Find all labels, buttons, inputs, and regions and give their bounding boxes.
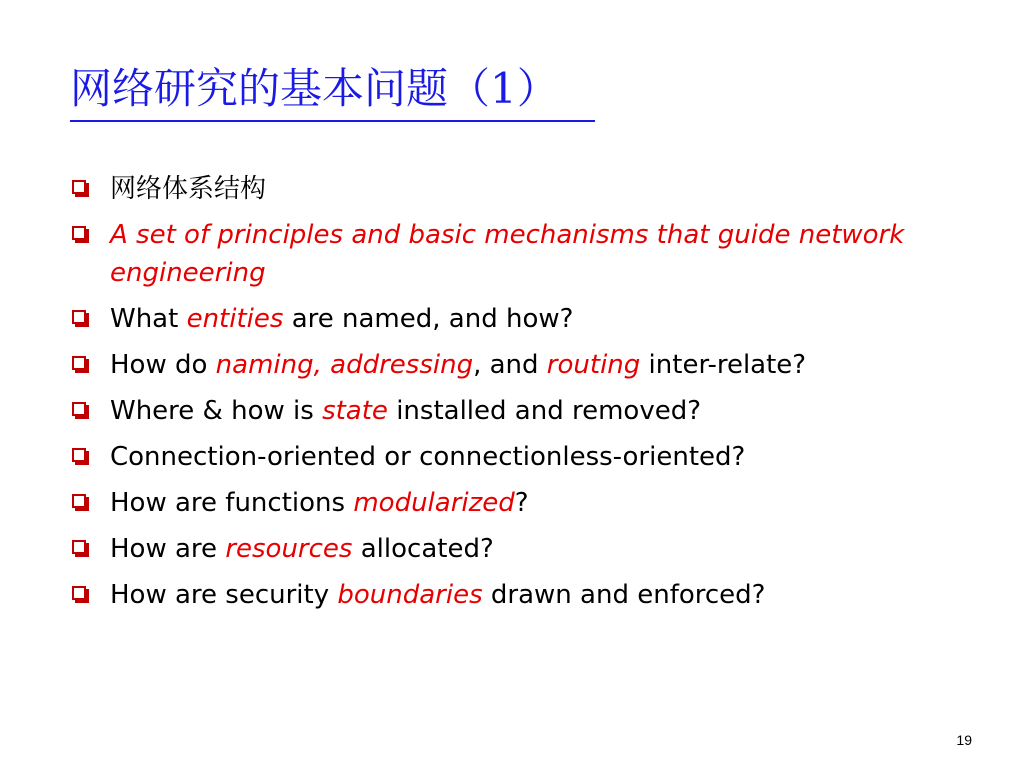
bullet-item [72,392,972,430]
bullet-text-part: How are functions [110,488,354,518]
bullet-list [72,170,972,622]
checkbox-bullet-icon [72,586,86,600]
bullet-text-part: Where & how is [110,396,323,426]
bullet-item [72,576,972,614]
bullet-text: A set of principles and basic mechanisms that guide network engineering [110,220,905,288]
bullet-item [72,346,972,384]
bullet-text: Connection-oriented or connectionless-oriented? [110,442,746,472]
checkbox-bullet-icon [72,310,86,324]
bullet-emphasis: boundaries [337,580,483,610]
bullet-emphasis: entities [186,304,284,334]
bullet-text-part: , and [473,350,547,380]
bullet-text-part: How are [110,534,226,564]
bullet-emphasis: modularized [353,488,515,518]
bullet-item [72,438,972,476]
bullet-item [72,170,972,208]
checkbox-bullet-icon [72,356,86,370]
bullet-item [72,484,972,522]
checkbox-bullet-icon [72,180,86,194]
checkbox-bullet-icon [72,226,86,240]
bullet-text-part: What [110,304,187,334]
bullet-text-part: installed and removed? [387,396,702,426]
bullet-text: 网络体系结构 [110,174,267,204]
checkbox-bullet-icon [72,540,86,554]
bullet-text-part: allocated? [352,534,494,564]
bullet-text-part: How are security [110,580,338,610]
page-number: 19 [956,732,972,748]
bullet-text-part: are named, and how? [283,304,574,334]
bullet-emphasis: resources [225,534,353,564]
checkbox-bullet-icon [72,494,86,508]
bullet-text-part: inter-relate? [640,350,807,380]
bullet-emphasis: routing [546,350,641,380]
bullet-text-part: drawn and enforced? [482,580,766,610]
bullet-item [72,300,972,338]
bullet-item [72,530,972,568]
bullet-item [72,216,972,292]
bullet-emphasis: state [322,396,388,426]
bullet-text-part: How do [110,350,216,380]
checkbox-bullet-icon [72,402,86,416]
bullet-text-part: ? [514,488,529,518]
bullet-emphasis: naming, addressing [215,350,474,380]
checkbox-bullet-icon [72,448,86,462]
page-title: 网络研究的基本问题（1） [70,58,595,122]
